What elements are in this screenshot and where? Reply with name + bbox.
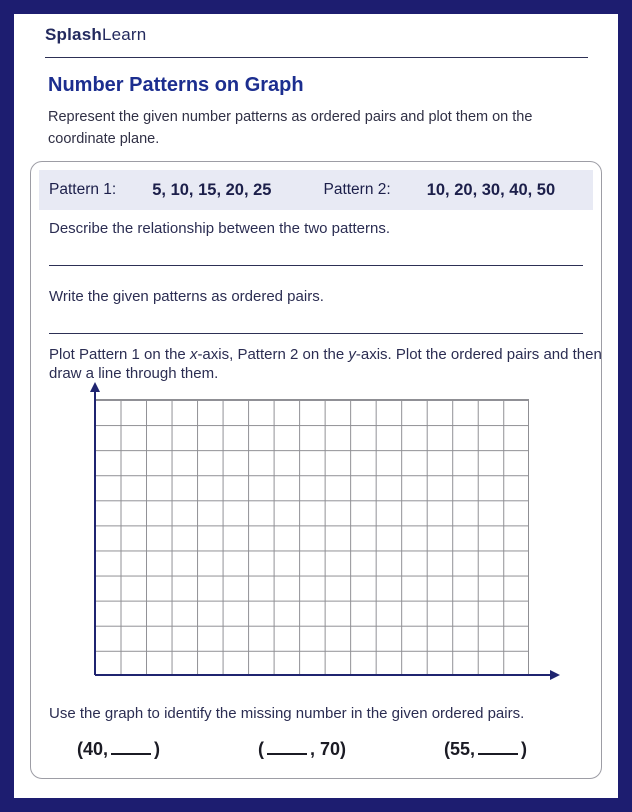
worksheet-card <box>30 161 602 779</box>
question-describe: Describe the relationship between the two patterns. <box>49 220 391 237</box>
ordered-pairs-row <box>39 739 593 760</box>
x-axis-arrow-icon <box>550 670 560 680</box>
answer-line-describe <box>49 265 583 266</box>
question-use-graph: Use the graph to identify the missing number in the given ordered pairs. <box>49 705 525 722</box>
pattern1-value: 5, 10, 15, 20, 25 <box>152 180 272 199</box>
plot-text-part: Plot Pattern 1 on the <box>49 346 190 363</box>
pattern1-label: Pattern 1: <box>49 181 117 198</box>
y-axis <box>94 390 97 675</box>
question-plot <box>49 345 609 383</box>
x-axis <box>95 674 552 677</box>
page-title: Number Patterns on Graph <box>48 74 304 96</box>
coordinate-grid <box>95 399 529 675</box>
plot-y-italic: y <box>348 346 356 363</box>
pattern2-label: Pattern 2: <box>323 181 391 198</box>
pair-blank <box>478 742 518 755</box>
pair-text: , 70) <box>309 739 347 759</box>
header <box>45 25 588 58</box>
pattern-banner <box>39 170 593 210</box>
pair-text: ) <box>154 739 161 759</box>
intro-text: Represent the given number patterns as ordered pairs and plot them on the coordinate plane. <box>48 109 533 147</box>
ordered-pair-1 <box>77 739 160 760</box>
answer-line-write <box>49 333 583 334</box>
pair-text: (55, <box>443 739 475 759</box>
logo-learn: Learn <box>101 25 147 44</box>
logo-splash: Splash <box>45 25 102 44</box>
pattern2-value: 10, 20, 30, 40, 50 <box>426 180 556 199</box>
pair-blank <box>267 742 307 755</box>
ordered-pair-2 <box>258 739 346 760</box>
ordered-pair-3 <box>444 739 527 760</box>
pair-text: (40, <box>77 739 109 759</box>
pair-text: ) <box>521 739 527 759</box>
pair-blank <box>111 742 151 755</box>
pair-text: ( <box>257 739 264 759</box>
coordinate-plane <box>49 383 593 685</box>
y-axis-arrow-icon <box>90 382 100 392</box>
plot-text-part: -axis. Plot the ordered pairs and then draw a line through them. <box>49 346 602 382</box>
plot-text-part: -axis, Pattern 2 on the <box>197 346 349 363</box>
question-write: Write the given patterns as ordered pairs. <box>49 288 324 305</box>
splashlearn-logo <box>45 25 146 44</box>
plot-x-italic: x <box>189 346 198 363</box>
